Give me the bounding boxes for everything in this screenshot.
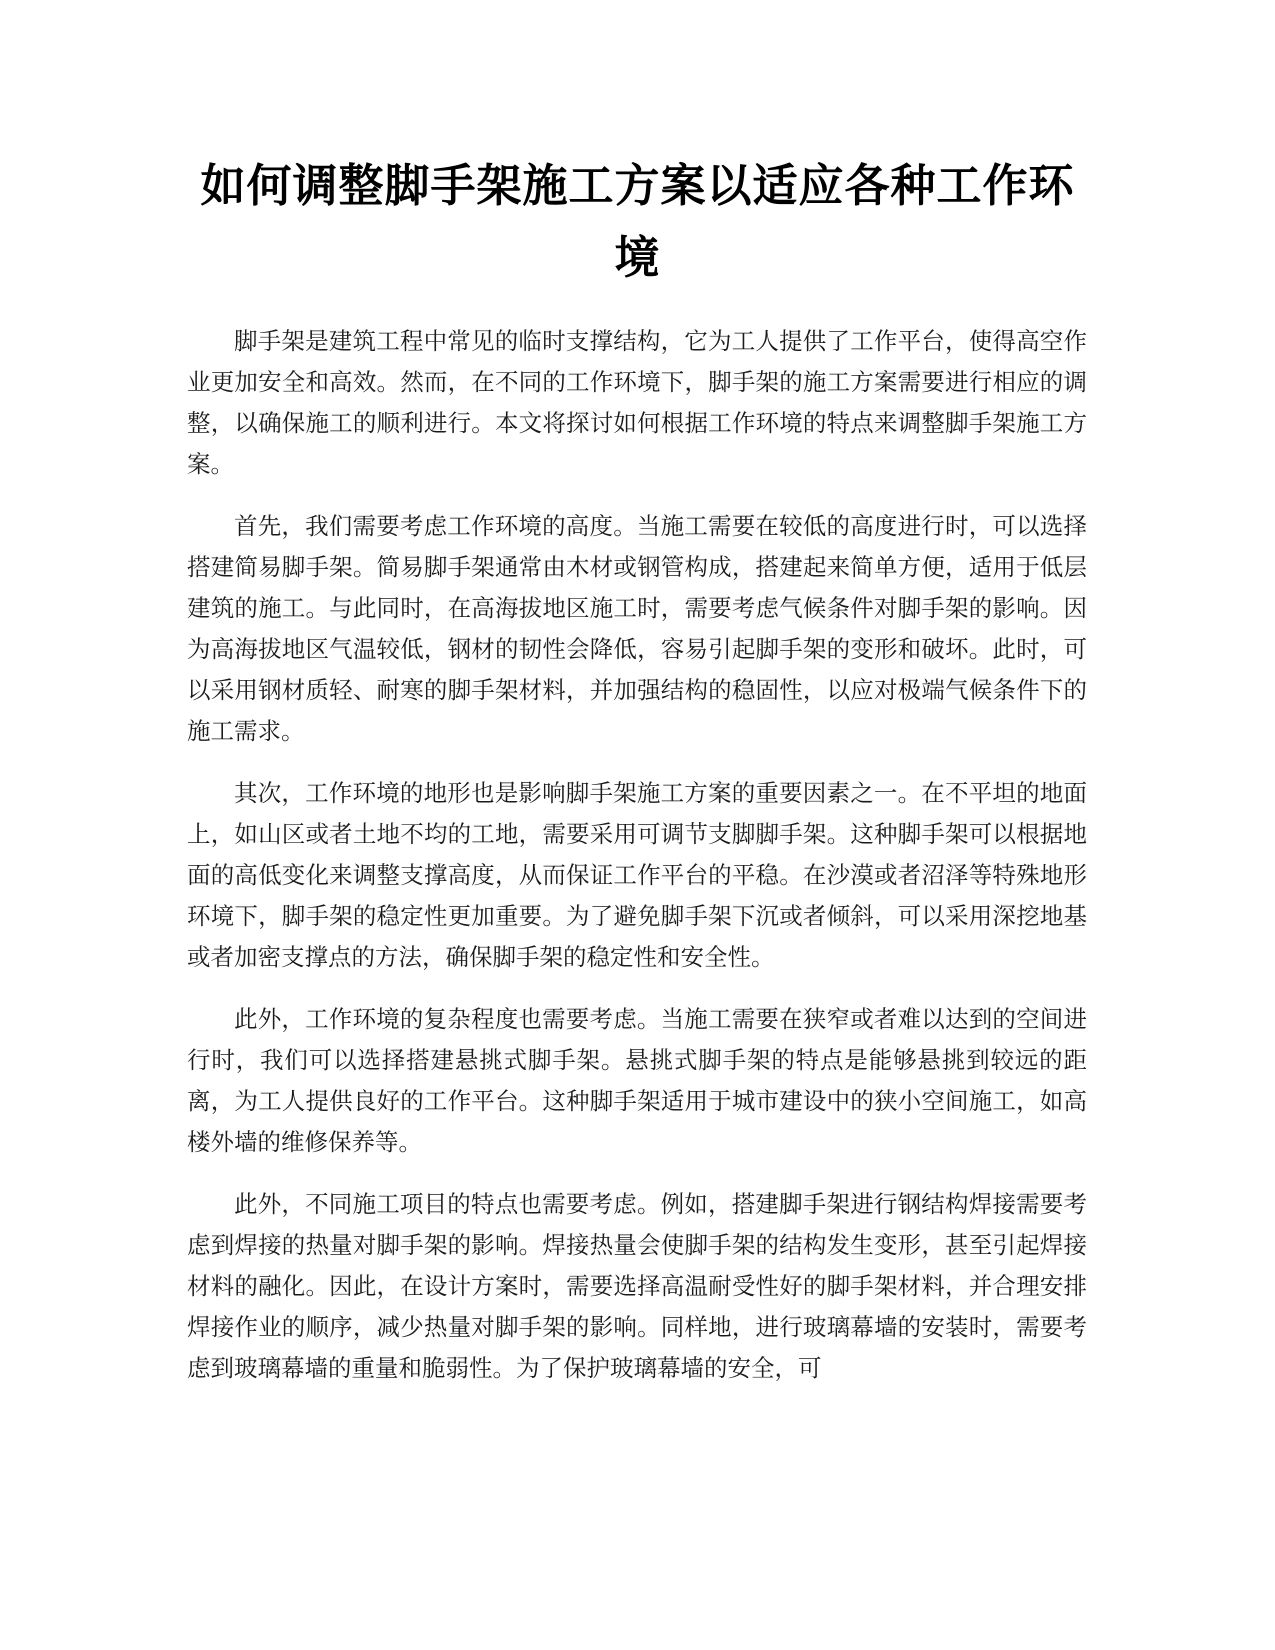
paragraph-intro: 脚手架是建筑工程中常见的临时支撑结构，它为工人提供了工作平台，使得高空作业更加安全和高效。然而，在不同的工作环境下，脚手架的施工方案需要进行相应的调整，以确保施工的顺利进行。本文将探讨如何根据工作环境的特点来调整脚手架施工方案。 [187,327,1087,478]
paragraph-project-features: 此外，不同施工项目的特点也需要考虑。例如，搭建脚手架进行钢结构焊接需要考虑到焊接的热量对脚手架的影响。焊接热量会使脚手架的结构发生变形，甚至引起焊接材料的融化。因此，在设计方案时，需要选择高温耐受性好的脚手架材料，并合理安排焊接作业的顺序，减少热量对脚手架的影响。同样地，进行玻璃幕墙的安装时，需要考虑到玻璃幕墙的重量和脆弱性。为了保护玻璃幕墙的安全，可 [187,1190,1087,1382]
paragraph-complexity: 此外，工作环境的复杂程度也需要考虑。当施工需要在狭窄或者难以达到的空间进行时，我们可以选择搭建悬挑式脚手架。悬挑式脚手架的特点是能够悬挑到较远的距离，为工人提供良好的工作平台。这种脚手架适用于城市建设中的狭小空间施工，如高楼外墙的维修保养等。 [187,1005,1087,1156]
document-title: 如何调整脚手架施工方案以适应各种工作环境 [200,159,1075,284]
paragraph-height: 首先，我们需要考虑工作环境的高度。当施工需要在较低的高度进行时，可以选择搭建简易脚手架。简易脚手架通常由木材或钢管构成，搭建起来简单方便，适用于低层建筑的施工。与此同时，在高海拔地区施工时，需要考虑气候条件对脚手架的影响。因为高海拔地区气温较低，钢材的韧性会降低，容易引起脚手架的变形和破坏。此时，可以采用钢材质轻、耐寒的脚手架材料，并加强结构的稳固性，以应对极端气候条件下的施工需求。 [187,512,1087,745]
document-body [187,321,1087,1410]
paragraph-terrain: 其次，工作环境的地形也是影响脚手架施工方案的重要因素之一。在不平坦的地面上，如山区或者土地不均的工地，需要采用可调节支脚脚手架。这种脚手架可以根据地面的高低变化来调整支撑高度，从而保证工作平台的平稳。在沙漠或者沼泽等特殊地形环境下，脚手架的稳定性更加重要。为了避免脚手架下沉或者倾斜，可以采用深挖地基或者加密支撑点的方法，确保脚手架的稳定性和安全性。 [187,779,1087,971]
